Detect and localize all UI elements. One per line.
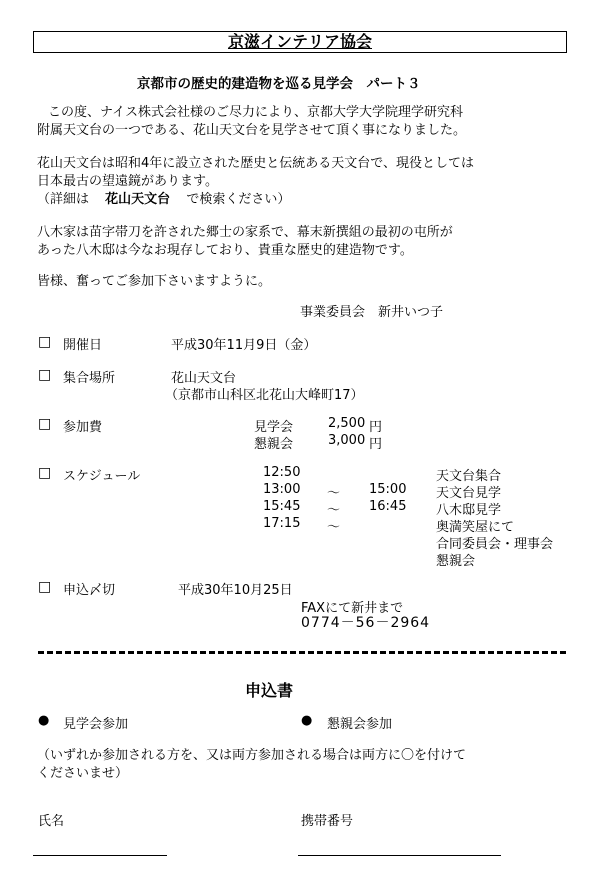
schedule-event: 八木邸見学 xyxy=(436,503,502,518)
fax-number: 0774－56－2964 xyxy=(301,615,431,631)
schedule-event: 奥満笑屋にて xyxy=(436,520,515,535)
org-title-box xyxy=(33,31,567,53)
deadline-value: 平成30年10月25日 xyxy=(178,583,293,598)
detail-prefix: （詳細は xyxy=(37,192,90,207)
intro-line: 日本最古の望遠鏡があります。 xyxy=(37,174,218,189)
schedule-extra: 懇親会 xyxy=(436,554,476,569)
closing-line: 皆様、奮ってご参加下さいますように。 xyxy=(37,274,272,289)
org-title: 京滋インテリア協会 xyxy=(227,32,372,51)
form-title: 申込書 xyxy=(245,681,294,700)
name-label: 氏名 xyxy=(38,814,65,829)
checkbox-icon: □ xyxy=(38,465,52,481)
place-value: 花山天文台 xyxy=(171,371,237,386)
bullet-icon: ● xyxy=(38,713,50,728)
fee-amount: 2,500 xyxy=(328,416,366,431)
event-subtitle: 京都市の歴史的建造物を巡る見学会 パート３ xyxy=(137,76,421,92)
schedule-event: 天文台見学 xyxy=(436,486,502,501)
checkbox-icon: □ xyxy=(38,367,52,383)
fee-unit: 円 xyxy=(369,437,383,452)
schedule-tilde: 〜 xyxy=(327,520,341,535)
schedule-start: 17:15 xyxy=(263,516,301,531)
signature: 事業委員会 新井いつ子 xyxy=(300,305,444,320)
option-party[interactable]: 懇親会参加 xyxy=(327,717,393,732)
fax-note: FAXにて新井まで xyxy=(301,601,404,616)
schedule-start: 13:00 xyxy=(263,482,301,497)
phone-field[interactable] xyxy=(298,855,501,856)
detail-search-line xyxy=(37,188,290,207)
intro-line: あった八木邸は今なお現存しており、貴重な歴史的建造物です。 xyxy=(37,243,413,258)
date-label: 開催日 xyxy=(63,338,103,353)
checkbox-icon: □ xyxy=(38,334,52,350)
fee-amount: 3,000 xyxy=(328,433,366,448)
schedule-label: スケジュール xyxy=(63,469,141,484)
place-label: 集合場所 xyxy=(63,371,116,386)
schedule-tilde: 〜 xyxy=(327,486,341,501)
checkbox-icon: □ xyxy=(38,416,52,432)
detail-keyword: 花山天文台 xyxy=(105,192,171,207)
intro-line: 八木家は苗字帯刀を許された郷士の家系で、幕末新撰組の最初の屯所が xyxy=(37,225,453,240)
place-address: （京都市山科区北花山大峰町17） xyxy=(165,388,364,403)
schedule-end: 16:45 xyxy=(369,499,407,514)
intro-line: 花山天文台は昭和4年に設立された歴史と伝統ある天文台で、現役としては xyxy=(37,156,475,171)
schedule-event: 天文台集合 xyxy=(436,469,502,484)
cut-line-divider xyxy=(38,651,566,654)
fee-item: 懇親会 xyxy=(254,437,294,452)
schedule-start: 15:45 xyxy=(263,499,301,514)
fee-unit: 円 xyxy=(369,420,383,435)
fee-label: 参加費 xyxy=(63,420,103,435)
schedule-extra: 合同委員会・理事会 xyxy=(436,537,554,552)
deadline-label: 申込〆切 xyxy=(63,583,116,598)
checkbox-icon: □ xyxy=(38,579,52,595)
phone-label: 携帯番号 xyxy=(301,814,354,829)
fee-item: 見学会 xyxy=(254,420,294,435)
schedule-tilde: 〜 xyxy=(327,503,341,518)
bullet-icon: ● xyxy=(301,713,313,728)
option-tour[interactable]: 見学会参加 xyxy=(63,717,129,732)
form-note-line: くださいませ） xyxy=(37,766,129,781)
date-value: 平成30年11月9日（金） xyxy=(171,338,317,353)
schedule-start: 12:50 xyxy=(263,465,301,480)
schedule-end: 15:00 xyxy=(369,482,407,497)
name-field[interactable] xyxy=(33,855,167,856)
detail-suffix: で検索ください） xyxy=(186,192,291,207)
intro-line: 附属天文台の一つである、花山天文台を見学させて頂く事になりました。 xyxy=(37,123,467,138)
form-note-line: （いずれか参加される方を、又は両方参加される場合は両方に〇を付けて xyxy=(37,748,467,763)
intro-line: この度、ナイス株式会社様のご尽力により、京都大学大学院理学研究科 xyxy=(48,105,463,120)
